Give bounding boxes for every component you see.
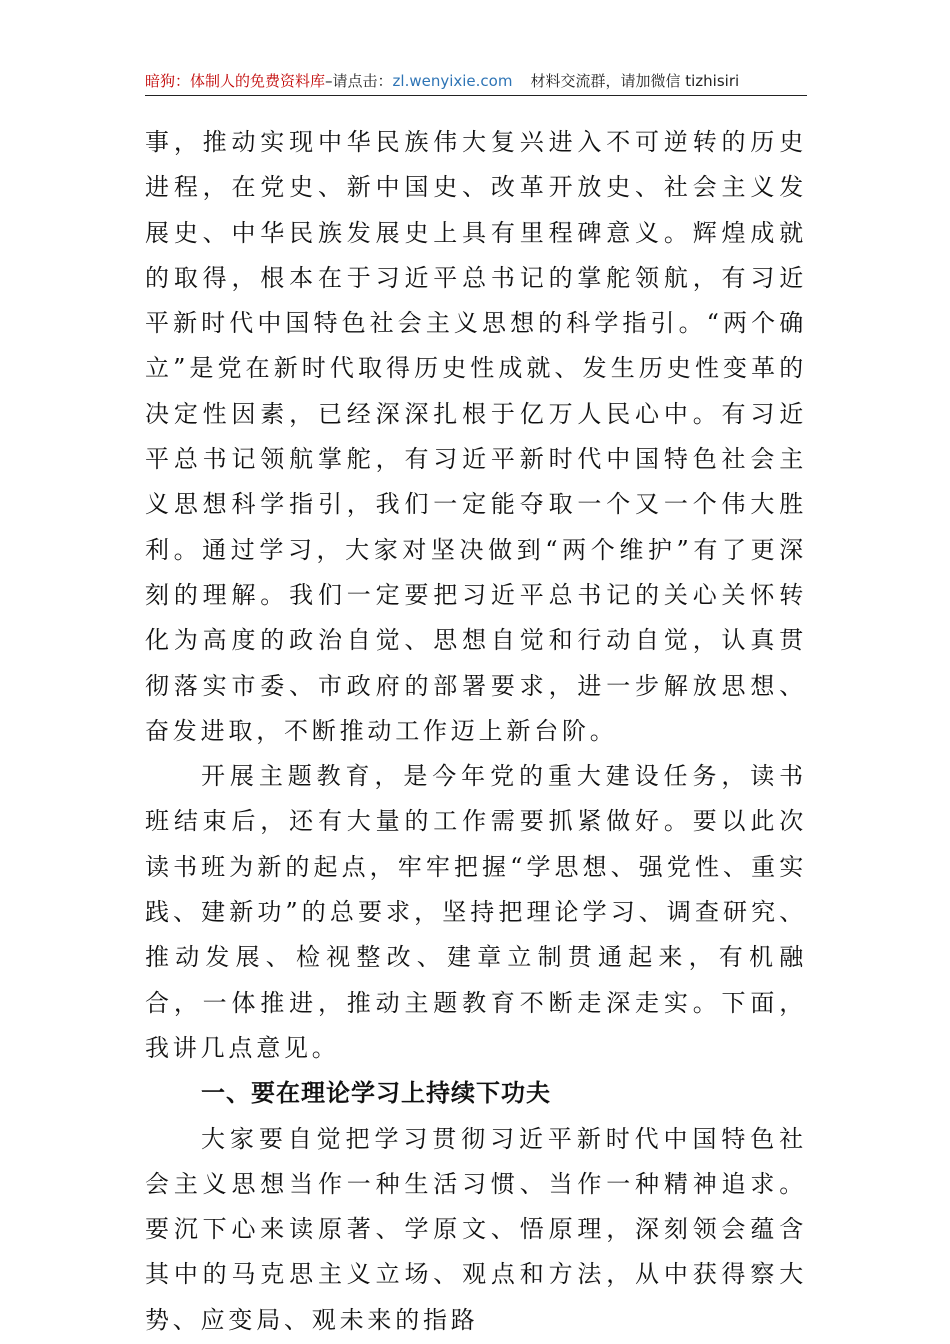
body-paragraph-2: 开展主题教育，是今年党的重大建设任务，读书班结束后，还有大量的工作需要抓紧做好。要以此次读书班为新的起点，牢牢把握“学思想、强党性、重实践、建新功”的总要求，坚持把理论学习、调查研究、推动发展、检视整改、建章立制贯通起来，有机融合，一体推进，推动主题教育不断走深走实。下面，我讲几点意见。 xyxy=(145,762,807,1062)
header-site-name: 暗狗：体制人的免费资料库 xyxy=(145,72,326,90)
section-heading-1: 一、要在理论学习上持续下功夫 xyxy=(201,1079,551,1108)
page-header xyxy=(145,70,807,92)
header-wechat-note: 材料交流群，请加微信 tizhisiri xyxy=(530,72,740,90)
header-click-prompt: –请点击： xyxy=(325,72,393,90)
body-paragraph-3: 大家要自觉把学习贯彻习近平新时代中国特色社会主义思想当作一种生活习惯、当作一种精神追求。要沉下心来读原著、学原文、悟原理，深刻领会蕴含其中的马克思主义立场、观点和方法，从中获得察大势、应变局、观未来的指路 xyxy=(145,1124,807,1334)
document-body xyxy=(145,120,807,1343)
header-url-link[interactable]: zl.wenyixie.com xyxy=(392,72,513,90)
header-divider xyxy=(145,95,807,96)
body-paragraph-1: 事，推动实现中华民族伟大复兴进入不可逆转的历史进程，在党史、新中国史、改革开放史、社会主义发展史、中华民族发展史上具有里程碑意义。辉煌成就的取得，根本在于习近平总书记的掌舵领航，有习近平新时代中国特色社会主义思想的科学指引。“两个确立”是党在新时代取得历史性成就、发生历史性变革的决定性因素，已经深深扎根于亿万人民心中。有习近平总书记领航掌舵，有习近平新时代中国特色社会主义思想科学指引，我们一定能夺取一个又一个伟大胜利。通过学习，大家对坚决做到“两个维护”有了更深刻的理解。我们一定要把习近平总书记的关心关怀转化为高度的政治自觉、思想自觉和行动自觉，认真贯彻落实市委、市政府的部署要求，进一步解放思想、奋发进取，不断推动工作迈上新台阶。 xyxy=(145,128,807,745)
